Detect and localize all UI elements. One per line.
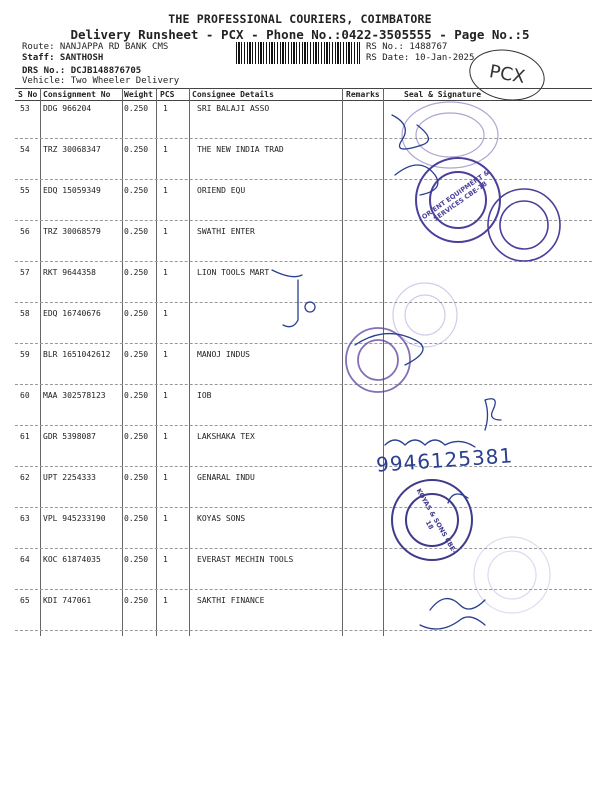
cell-weight: 0.250 bbox=[124, 145, 149, 154]
cell-weight: 0.250 bbox=[124, 391, 149, 400]
cell-consignee: LION TOOLS MART bbox=[197, 268, 270, 277]
rs-number: RS No.: 1488767 bbox=[366, 42, 448, 52]
cell-pcs: 1 bbox=[163, 145, 168, 154]
rs-date: RS Date: 10-Jan-2025 bbox=[366, 53, 475, 63]
cell-weight: 0.250 bbox=[124, 350, 149, 359]
cell-pcs: 1 bbox=[163, 268, 168, 277]
cell-sno: 56 bbox=[20, 227, 30, 236]
cell-consignee: GENARAL INDU bbox=[197, 473, 255, 482]
cell-consignee: KOYAS SONS bbox=[197, 514, 246, 523]
cell-consignment-no: EDQ 15059349 bbox=[43, 186, 101, 195]
cell-pcs: 1 bbox=[163, 473, 168, 482]
col-header-sno: S No bbox=[18, 90, 38, 99]
cell-sno: 55 bbox=[20, 186, 30, 195]
cell-consignment-no: VPL 945233190 bbox=[43, 514, 106, 523]
col-header-consignment: Consignment No bbox=[43, 90, 111, 99]
cell-sno: 59 bbox=[20, 350, 30, 359]
koyas-stamp-text: KOYAS & SONS CBE-18 bbox=[414, 487, 459, 555]
cell-consignment-no: UPT 2254333 bbox=[43, 473, 96, 482]
cell-weight: 0.250 bbox=[124, 514, 149, 523]
runsheet-title: Delivery Runsheet - PCX - Phone No.:0422-3505555 - Page No.:5 bbox=[70, 27, 530, 42]
cell-weight: 0.250 bbox=[124, 186, 149, 195]
cell-consignment-no: EDQ 16740676 bbox=[43, 309, 101, 318]
faint-stamp bbox=[393, 283, 457, 347]
cell-weight: 0.250 bbox=[124, 432, 149, 441]
cell-consignee: LAKSHAKA TEX bbox=[197, 432, 255, 441]
cell-consignment-no: KOC 61874035 bbox=[43, 555, 101, 564]
drs-label: DRS No.: DCJB148876705 bbox=[22, 66, 142, 76]
cell-sno: 61 bbox=[20, 432, 30, 441]
route-label: Route: NANJAPPA RD BANK CMS bbox=[22, 42, 169, 52]
cell-sno: 62 bbox=[20, 473, 30, 482]
cell-pcs: 1 bbox=[163, 514, 168, 523]
cell-weight: 0.250 bbox=[124, 596, 149, 605]
cell-pcs: 1 bbox=[163, 227, 168, 236]
staff-label: Staff: SANTHOSH bbox=[22, 53, 104, 63]
cell-pcs: 1 bbox=[163, 596, 168, 605]
cell-weight: 0.250 bbox=[124, 104, 149, 113]
cell-consignee: SRI BALAJI ASSO bbox=[197, 104, 270, 113]
cell-weight: 0.250 bbox=[124, 268, 149, 277]
col-header-pcs: PCS bbox=[160, 90, 175, 99]
cell-pcs: 1 bbox=[163, 432, 168, 441]
cell-consignment-no: MAA 302578123 bbox=[43, 391, 106, 400]
cell-pcs: 1 bbox=[163, 309, 168, 318]
cell-consignment-no: BLR 1651042612 bbox=[43, 350, 111, 359]
cell-sno: 53 bbox=[20, 104, 30, 113]
cell-pcs: 1 bbox=[163, 391, 168, 400]
purple-stamp bbox=[346, 328, 410, 392]
cell-sno: 58 bbox=[20, 309, 30, 318]
cell-sno: 54 bbox=[20, 145, 30, 154]
cell-consignee: EVERAST MECHIN TOOLS bbox=[197, 555, 294, 564]
cell-consignment-no: TRZ 30068347 bbox=[43, 145, 101, 154]
cell-weight: 0.250 bbox=[124, 227, 149, 236]
cell-pcs: 1 bbox=[163, 104, 168, 113]
cell-consignee: SWATHI ENTER bbox=[197, 227, 255, 236]
cell-consignee: THE NEW INDIA TRAD bbox=[197, 145, 284, 154]
cell-weight: 0.250 bbox=[124, 473, 149, 482]
cell-consignee: SAKTHI FINANCE bbox=[197, 596, 265, 605]
vehicle-label: Vehicle: Two Wheeler Delivery bbox=[22, 76, 180, 86]
cell-sno: 65 bbox=[20, 596, 30, 605]
cell-sno: 57 bbox=[20, 268, 30, 277]
cell-consignment-no: GDR 5398087 bbox=[43, 432, 96, 441]
faint-stamp-2 bbox=[474, 537, 550, 613]
trading-stamp bbox=[488, 189, 560, 261]
cell-consignment-no: RKT 9644358 bbox=[43, 268, 96, 277]
col-header-seal: Seal & Signature bbox=[404, 90, 482, 99]
col-header-consignee: Consignee Details bbox=[192, 90, 274, 99]
cell-sno: 60 bbox=[20, 391, 30, 400]
cell-consignee: ORIEND EQU bbox=[197, 186, 246, 195]
cell-pcs: 1 bbox=[163, 186, 168, 195]
cell-weight: 0.250 bbox=[124, 555, 149, 564]
col-header-weight: Weight bbox=[124, 90, 153, 99]
col-header-remarks: Remarks bbox=[346, 90, 380, 99]
cell-pcs: 1 bbox=[163, 350, 168, 359]
cell-pcs: 1 bbox=[163, 555, 168, 564]
cell-consignment-no: KDI 747061 bbox=[43, 596, 92, 605]
cell-weight: 0.250 bbox=[124, 309, 149, 318]
cell-consignment-no: DDG 966204 bbox=[43, 104, 92, 113]
pcx-stamp: PCX bbox=[465, 44, 549, 106]
orient-stamp-text: ORIENT EQUIPMENT & SERVICES CBE-18 bbox=[420, 168, 492, 223]
cell-consignee: MANOJ INDUS bbox=[197, 350, 250, 359]
cell-consignee: IOB bbox=[197, 391, 212, 400]
company-title: THE PROFESSIONAL COURIERS, COIMBATORE bbox=[168, 12, 432, 26]
cell-sno: 63 bbox=[20, 514, 30, 523]
handwritten-phone: 9946125381 bbox=[375, 443, 514, 477]
cell-consignment-no: TRZ 30068579 bbox=[43, 227, 101, 236]
cell-sno: 64 bbox=[20, 555, 30, 564]
